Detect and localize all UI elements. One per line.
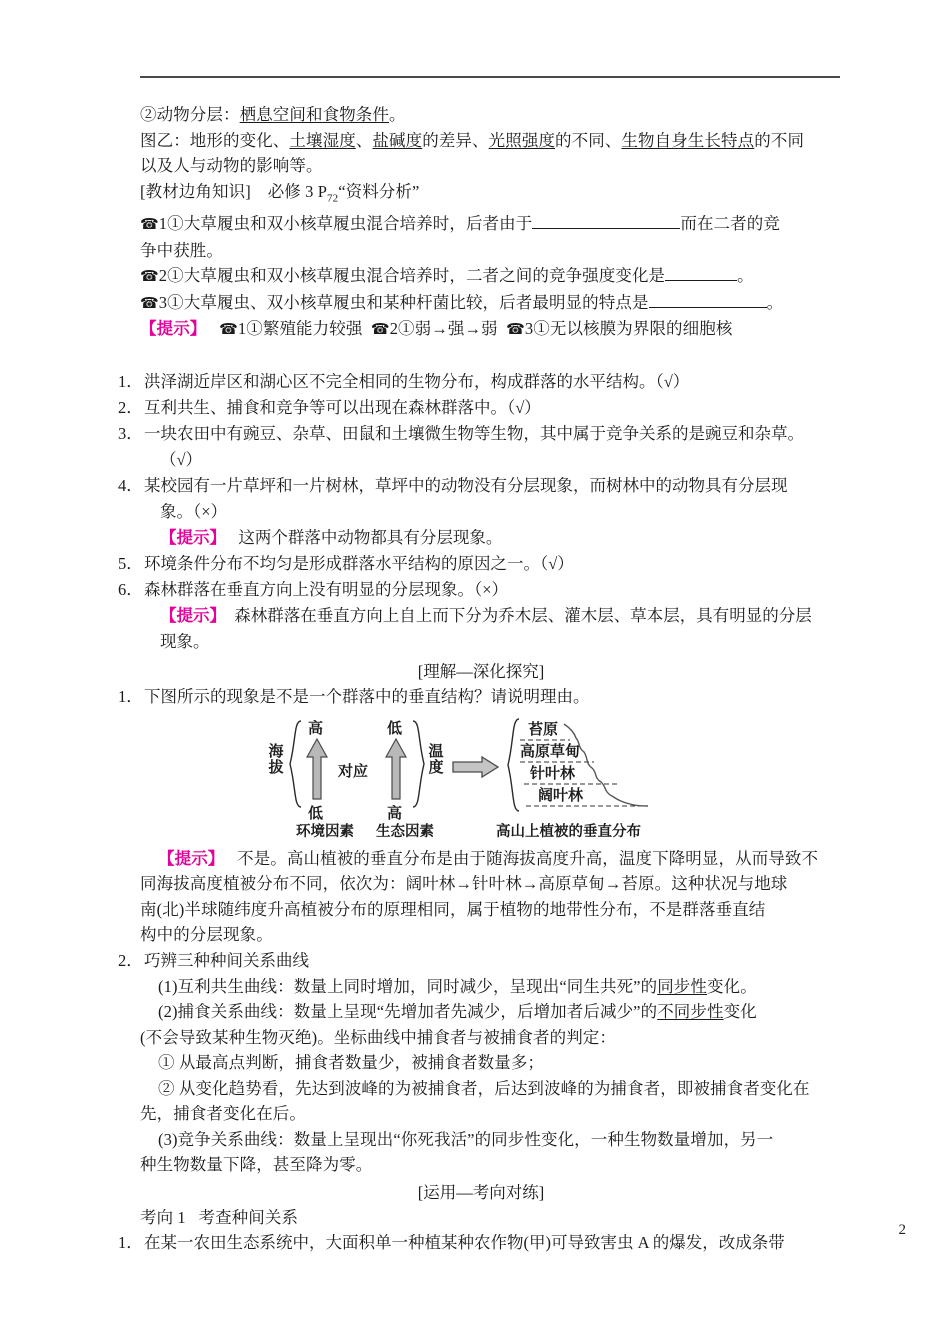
telephone-icon: ☎	[506, 320, 525, 339]
telephone-icon: ☎	[140, 267, 159, 286]
judgement-6-hint	[160, 603, 844, 629]
judgement-item-5	[118, 551, 844, 577]
tel-hint-line	[140, 316, 844, 343]
figure-right-axis-label: 温度	[428, 743, 444, 776]
figure-correspond-label: 对应	[338, 763, 369, 780]
tel-hint-a-text: 繁殖能力较强	[262, 319, 363, 339]
telephone-icon: ☎	[219, 320, 238, 339]
tel-question-1-text: 大草履虫和双小核草履虫混合培养时，后者由于	[183, 214, 533, 234]
judgement-2-number: 2．	[118, 397, 143, 417]
judgement-5-number: 5．	[118, 553, 143, 573]
page-number: 2	[898, 1222, 906, 1238]
understand-q1-number: 1．	[118, 686, 143, 706]
tel-question-3-tail: 。	[766, 292, 784, 312]
judgement-6-text: 森林群落在垂直方向上没有明显的分层现象。（×）	[144, 579, 509, 599]
salinity-answer: 盐碱度	[372, 130, 423, 150]
figure-temperature-high: 高	[387, 805, 403, 822]
judgement-1-text: 洪泽湖近岸区和湖心区不完全相同的生物分布，构成群落的水平结构。（√）	[144, 371, 690, 391]
section-header-understand: [理解—深化探究]	[417, 661, 545, 681]
growth-traits-answer: 生物自身生长特点	[621, 130, 755, 150]
figure-temperature-low: 低	[387, 720, 403, 737]
point-2	[118, 948, 844, 974]
animal-stratification-answer: 栖息空间和食物条件	[239, 105, 390, 124]
judgement-5-text: 环境条件分布不均匀是形成群落水平结构的原因之一。（√）	[144, 553, 574, 573]
animal-stratification-label: ②动物分层：	[140, 105, 240, 124]
point-2-sub-2b: 先，捕食者变化在后。	[140, 1104, 306, 1124]
figure-altitude-low: 低	[308, 805, 324, 822]
point-2-item-2-label: (2)	[158, 1002, 178, 1022]
soil-humidity-answer: 土壤湿度	[289, 130, 356, 150]
tel-hint-a-num: 1①	[237, 319, 263, 339]
point-2-item-1-label: (1)	[158, 976, 178, 996]
animal-stratification-period: 。	[389, 105, 406, 124]
tel-hint-b-text: 弱→强→弱	[414, 319, 498, 339]
telephone-icon: ☎	[370, 320, 390, 339]
textbook-page-sub: 72	[326, 191, 339, 204]
figure-altitude-high: 高	[308, 720, 324, 737]
tel-question-2-num: 2①	[158, 266, 184, 286]
textbook-ref: 必修 3 P	[267, 181, 327, 201]
zone-label-broadleaf-forest: 阔叶林	[538, 787, 584, 804]
light-intensity-answer: 光照强度	[488, 130, 556, 150]
figure-hint-text-1: 不是。高山植被的垂直分布是由于随海拔高度升高，温度下降明显，从而导致不	[237, 848, 819, 868]
judgement-item-6	[118, 577, 844, 655]
judgement-item-4	[118, 473, 844, 551]
left-brace-icon	[288, 720, 302, 808]
sep-3: 的不同、	[555, 130, 622, 150]
point-2-number: 2．	[118, 950, 143, 970]
kaoxiang-title: 考查种间关系	[198, 1207, 299, 1227]
tel-question-2	[140, 263, 844, 290]
hint-tag: 【提示】	[160, 605, 226, 625]
understand-q1-text: 下图所示的现象是不是一个群落中的垂直结构？请说明理由。	[144, 686, 590, 706]
judgement-3-text-2: （√）	[160, 449, 203, 469]
tel-question-1-num: 1①	[158, 214, 184, 234]
right-arrow-icon	[452, 756, 500, 778]
judgement-4-hint-text: 这两个群落中动物都具有分层现象。	[238, 527, 503, 547]
page-content	[118, 76, 844, 1256]
up-arrow-icon-temperature	[385, 738, 407, 800]
tel-question-3-num: 3①	[158, 292, 184, 312]
tel-hint-b-num: 2①	[389, 319, 415, 339]
point-2-item-2-post: 变化	[723, 1002, 757, 1022]
telephone-icon: ☎	[140, 293, 159, 312]
apply-q1-number: 1．	[118, 1233, 143, 1253]
figure-left-axis-label: 海拔	[268, 743, 284, 776]
telephone-icon: ☎	[140, 215, 159, 234]
textbook-corner-label: [教材边角知识]	[140, 181, 251, 201]
point-2-item-2-underlined: 不同步性	[657, 1002, 724, 1022]
tel-question-1	[140, 211, 844, 238]
tel-question-2-blank[interactable]	[665, 280, 737, 281]
apply-q1-text: 在某一农田生态系统中，大面积单一种植某种农作物(甲)可导致害虫 A 的爆发，改成条带	[144, 1233, 785, 1253]
tel-question-2-text: 大草履虫和双小核草履虫混合培养时，二者之间的竞争强度变化是	[183, 266, 666, 286]
judgement-6-hint-text-2: 现象。	[160, 631, 210, 651]
point-2-item-1	[158, 974, 844, 1000]
figure-caption-left: 环境因素	[296, 823, 354, 840]
textbook-corner-line	[140, 179, 844, 212]
sep-1: 、	[355, 130, 373, 150]
animal-stratification-line	[140, 102, 844, 128]
tel-question-1-blank[interactable]	[532, 228, 680, 229]
point-2-item-2	[158, 999, 844, 1025]
judgement-6-number: 6．	[118, 579, 143, 599]
judgement-6-hint-text: 森林群落在垂直方向上自上而下分为乔木层、灌木层、草本层，具有明显的分层	[234, 605, 812, 625]
judgement-4-text: 某校园有一片草坪和一片树林，草坪中的动物没有分层现象，而树林中的动物具有分层现	[144, 475, 788, 495]
tel-question-3-blank[interactable]	[649, 307, 767, 308]
figure-hint-text-4: 构中的分层现象。	[140, 925, 273, 945]
judgement-2-text: 互利共生、捕食和竞争等可以出现在森林群落中。（√）	[144, 397, 541, 417]
point-2-item-1-post: 变化。	[707, 976, 757, 996]
point-2-item-1-pre: 互利共生曲线：数量上同时增加，同时减少，呈现出“同生共死”的	[177, 976, 658, 996]
point-2-item-2-pre: 捕食关系曲线：数量上呈现“先增加者先减少，后增加者后减少”的	[177, 1002, 658, 1022]
figure-hint-text-3: 南(北)半球随纬度升高植被分布的原理相同，属于植物的地带性分布，不是群落垂直结	[140, 899, 766, 919]
sep-2: 的差异、	[422, 130, 489, 150]
tel-question-2-tail: 。	[737, 266, 754, 286]
judgement-item-1	[118, 369, 844, 395]
point-2-item-3a: (3)竞争关系曲线：数量上呈现出“你死我活”的同步性变化，一种生物数量增加，另一	[158, 1129, 774, 1149]
point-2-sub-1: ① 从最高点判断，捕食者数量少，被捕食者数量多；	[158, 1053, 545, 1073]
hint-tag: 【提示】	[160, 527, 226, 547]
tel-question-1-wrap: 争中获胜。	[140, 240, 223, 260]
zone-label-conifer-forest: 针叶林	[530, 765, 576, 782]
up-arrow-icon-altitude	[306, 738, 328, 800]
judgement-4-text-2: 象。（×）	[160, 501, 228, 521]
judgement-4-hint	[160, 525, 844, 551]
point-2-item-2-line-2: (不会导致某种生物灭绝)。坐标曲线中捕食者与被捕食者的判定：	[140, 1027, 616, 1047]
section-header-apply: [运用—考向对练]	[417, 1182, 545, 1202]
understand-q1	[118, 684, 844, 710]
tel-question-3	[140, 290, 844, 317]
right-brace-icon	[412, 720, 426, 808]
sep-4: 的不同	[754, 130, 805, 150]
textbook-section: “资料分析”	[338, 181, 420, 201]
zone-label-alpine-meadow: 高原草甸	[520, 743, 581, 760]
point-2-title: 巧辨三种种间关系曲线	[144, 950, 309, 970]
figure-hint-line-1	[158, 846, 844, 872]
figure-hint-text-2: 同海拔高度植被分布不同，依次为：阔叶林→针叶林→高原草甸→苔原。这种状况与地球	[140, 874, 788, 894]
hint-tag: 【提示】	[158, 848, 225, 868]
hint-tag: 【提示】	[140, 319, 207, 339]
point-2-item-1-underlined: 同步性	[657, 976, 708, 996]
judgement-3-number: 3．	[118, 423, 143, 443]
tel-question-1-tail: 而在二者的竞	[680, 214, 780, 234]
tel-hint-c-num: 3①	[524, 319, 550, 339]
figure-caption-right: 高山上植被的垂直分布	[496, 823, 641, 840]
judgement-4-number: 4．	[118, 475, 143, 495]
figure-yi-line-2: 以及人与动物的影响等。	[140, 156, 323, 175]
judgement-item-3	[118, 421, 844, 473]
point-2-item-3b: 种生物数量下降，甚至降为零。	[140, 1155, 373, 1175]
judgement-3-text: 一块农田中有豌豆、杂草、田鼠和土壤微生物等生物，其中属于竞争关系的是豌豆和杂草。	[144, 423, 804, 443]
point-2-sub-2a: ② 从变化趋势看，先达到波峰的为被捕食者，后达到波峰的为捕食者，即被捕食者变化在	[158, 1078, 810, 1098]
figure-caption-middle: 生态因素	[376, 823, 434, 840]
judgement-item-2	[118, 395, 844, 421]
figure-yi-prefix: 图乙：地形的变化、	[140, 130, 290, 150]
altitude-temperature-vegetation-diagram	[266, 716, 696, 840]
apply-q1	[118, 1230, 844, 1256]
zone-label-tundra: 苔原	[528, 721, 559, 738]
kaoxiang-label: 考向 1	[140, 1207, 186, 1227]
tel-hint-c-text: 无以核膜为界限的细胞核	[549, 319, 733, 339]
judgement-1-number: 1．	[118, 371, 143, 391]
header-rule	[140, 76, 840, 78]
tel-question-3-text: 大草履虫、双小核草履虫和某种杆菌比较，后者最明显的特点是	[183, 292, 649, 312]
kaoxiang-heading	[140, 1205, 844, 1231]
figure-yi-line	[140, 128, 844, 154]
